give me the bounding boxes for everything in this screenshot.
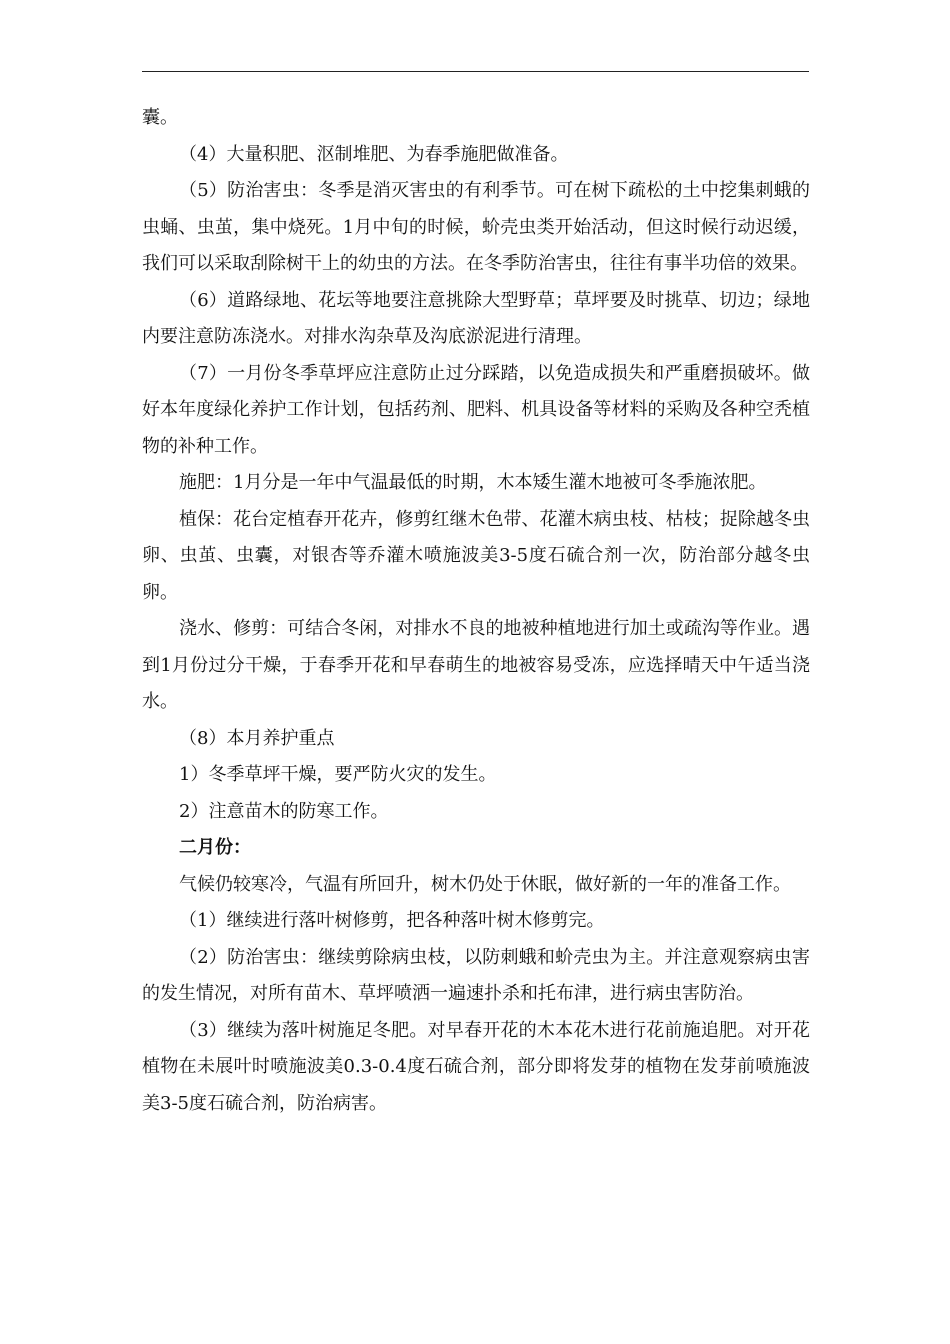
paragraph-key-point-1: 1）冬季草坪干燥，要严防火灾的发生。	[179, 764, 497, 785]
paragraph-item-6: （6）道路绿地、花坛等地要注意挑除大型野草；草坪要及时挑草、切边；绿地内要注意防冻浇水。对排水沟杂草及沟底淤泥进行清理。	[142, 289, 810, 347]
paragraph-february-item-1: （1）继续进行落叶树修剪，把各种落叶树木修剪完。	[179, 910, 605, 931]
paragraph-february-item-2: （2）防治害虫：继续剪除病虫枝，以防刺蛾和蚧壳虫为主。并注意观察病虫害的发生情况，对所有苗木、草坪喷洒一遍速扑杀和托布津，进行病虫害防治。	[142, 946, 810, 1004]
paragraph-watering-pruning: 浇水、修剪：可结合冬闲，对排水不良的地被种植地进行加土或疏沟等作业。遇到1月份过分干燥，于春季开花和早春萌生的地被容易受冻，应选择晴天中午适当浇水。	[142, 618, 810, 712]
paragraph-fertilizing: 施肥：1月分是一年中气温最低的时期，木本矮生灌木地被可冬季施浓肥。	[179, 472, 767, 493]
paragraph-key-point-2: 2）注意苗木的防寒工作。	[179, 800, 389, 822]
document-body	[142, 100, 810, 1122]
paragraph-item-8-heading: （8）本月养护重点	[179, 727, 335, 749]
paragraph-february-intro: 气候仍较寒冷，气温有所回升，树木仍处于休眠，做好新的一年的准备工作。	[179, 873, 791, 895]
paragraph-plant-protection: 植保：花台定植春开花卉，修剪红继木色带、花灌木病虫枝、枯枝；捉除越冬虫卵、虫茧、虫囊，对银杏等乔灌木喷施波美3-5度石硫合剂一次，防治部分越冬虫卵。	[142, 508, 810, 603]
paragraph-item-7: （7）一月份冬季草坪应注意防止过分踩踏，以免造成损失和严重磨损破坏。做好本年度绿化养护工作计划，包括药剂、肥料、机具设备等材料的采购及各种空秃植物的补种工作。	[142, 362, 810, 457]
paragraph-continuation: 囊。	[142, 107, 178, 128]
paragraph-february-item-3: （3）继续为落叶树施足冬肥。对早春开花的木本花木进行花前施追肥。对开花植物在未展叶时喷施波美0.3-0.4度石硫合剂，部分即将发芽的植物在发芽前喷施波美3-5度石硫合剂，防治病害。	[142, 1019, 810, 1114]
paragraph-item-4: （4）大量积肥、沤制堆肥、为春季施肥做准备。	[179, 143, 569, 165]
section-heading-february: 二月份：	[179, 837, 251, 858]
paragraph-item-5: （5）防治害虫：冬季是消灭害虫的有利季节。可在树下疏松的土中挖集刺蛾的虫蛹、虫茧，集中烧死。1月中旬的时候，蚧壳虫类开始活动，但这时候行动迟缓，我们可以采取刮除树干上的幼虫的方法。在冬季防治害虫，往往有事半功倍的效果。	[142, 180, 810, 274]
header-rule	[142, 71, 809, 72]
